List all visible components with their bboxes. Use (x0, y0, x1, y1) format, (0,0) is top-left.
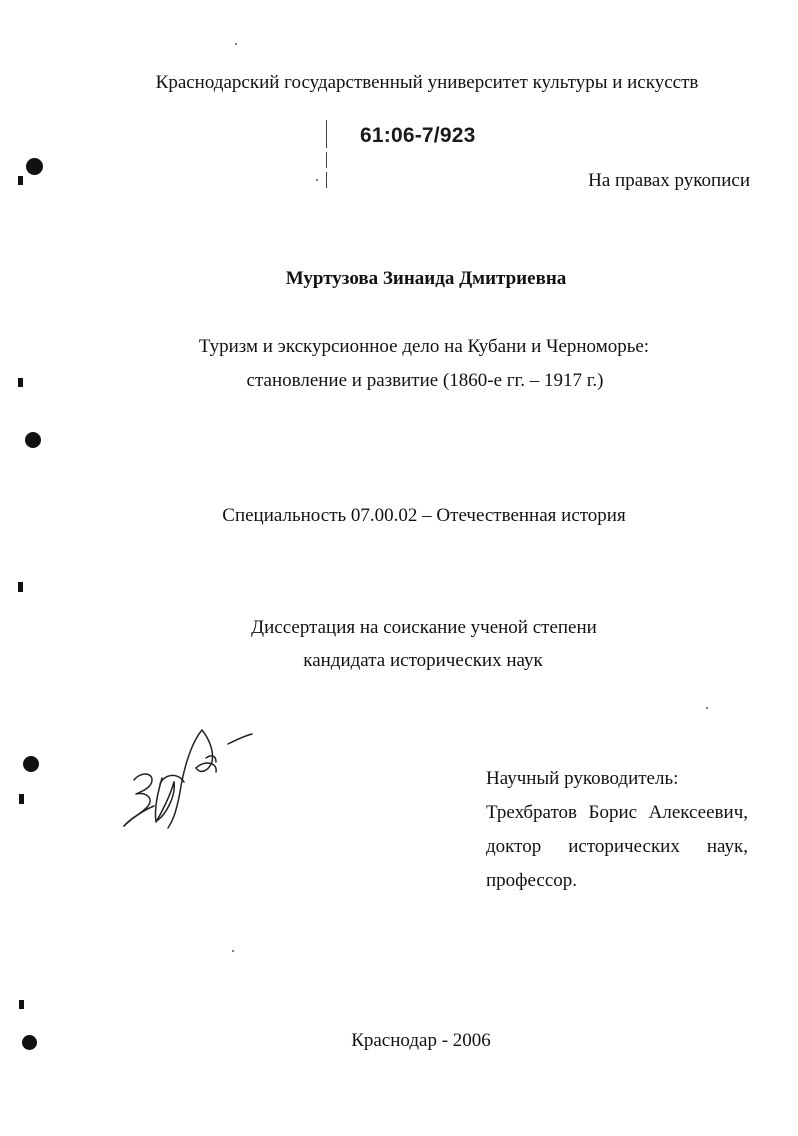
city-year: Краснодар - 2006 (351, 1030, 491, 1051)
binding-hole (23, 756, 39, 772)
advisor-label: Научный руководитель: (486, 768, 679, 789)
scan-mark (18, 582, 23, 592)
scan-speck (235, 43, 237, 45)
scan-mark (18, 176, 23, 185)
advisor-degree: доктор исторических наук, (486, 836, 748, 857)
stamp-frame-line (326, 120, 327, 148)
stamp-frame-line (326, 152, 327, 168)
manuscript-note: На правах рукописи (588, 170, 750, 191)
binding-hole (25, 432, 41, 448)
scan-mark (19, 1000, 24, 1009)
binding-hole (26, 158, 43, 175)
scan-speck (316, 179, 318, 181)
dissertation-line-2: кандидата исторических наук (303, 650, 543, 671)
author-name: Муртузова Зинаида Дмитриевна (285, 268, 567, 289)
stamp-frame-line (326, 172, 327, 188)
scan-speck (706, 707, 708, 709)
dissertation-line-1: Диссертация на соискание ученой степени (251, 617, 597, 638)
advisor-block (486, 762, 748, 898)
university-name: Краснодарский государственный университет культуры и искусств (155, 72, 699, 93)
scan-mark (19, 794, 24, 804)
signature (118, 722, 258, 834)
library-stamp-code: 61:06-7/923 (360, 124, 476, 147)
specialty: Специальность 07.00.02 – Отечественная история (222, 505, 626, 526)
title-line-1: Туризм и экскурсионное дело на Кубани и Черноморье: (198, 336, 650, 357)
advisor-name: Трехбратов Борис Алексеевич, (486, 802, 748, 823)
title-line-2: становление и развитие (1860-е гг. – 1917 г.) (246, 370, 604, 391)
scan-speck (232, 950, 234, 952)
advisor-rank: профессор. (486, 870, 578, 891)
